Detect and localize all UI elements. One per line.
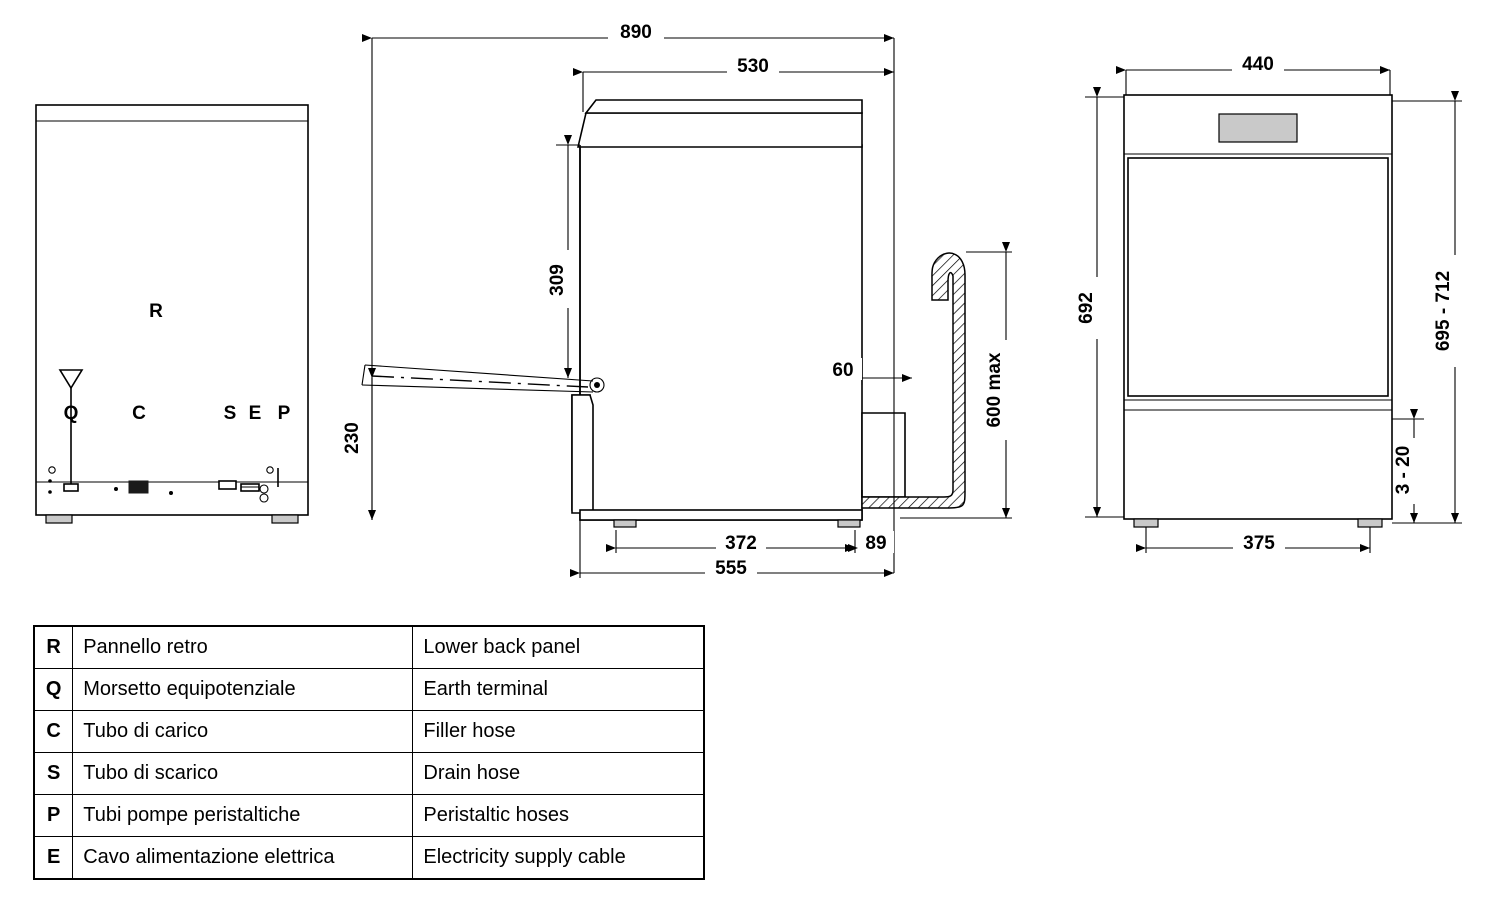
legend-key: R xyxy=(34,626,73,669)
dim-555-text: 555 xyxy=(715,558,747,579)
legend-italian: Tubo di scarico xyxy=(73,753,413,795)
table-row xyxy=(34,626,704,669)
dim-692 xyxy=(1076,97,1124,517)
legend-key: Q xyxy=(34,669,73,711)
table-row xyxy=(34,753,704,795)
dim-230 xyxy=(342,378,372,520)
side-view xyxy=(342,20,1012,579)
legend-english: Drain hose xyxy=(413,753,704,795)
table-row xyxy=(34,669,704,711)
dim-3-20-text: 3 - 20 xyxy=(1393,445,1414,495)
dim-440-text: 440 xyxy=(1242,54,1274,75)
legend-english: Lower back panel xyxy=(413,626,704,669)
dim-372 xyxy=(616,530,855,554)
dim-375-text: 375 xyxy=(1243,533,1275,554)
legend-key: S xyxy=(34,753,73,795)
dim-309-text: 309 xyxy=(547,264,568,296)
legend-key: C xyxy=(34,711,73,753)
dim-60-text: 60 xyxy=(832,360,854,381)
legend-english: Electricity supply cable xyxy=(413,837,704,880)
rear-view xyxy=(36,105,308,523)
open-door xyxy=(362,365,593,392)
label-R: R xyxy=(149,301,163,322)
label-S: S xyxy=(223,403,237,424)
dim-89-text: 89 xyxy=(865,533,887,554)
dim-89 xyxy=(858,531,894,554)
dim-230-text: 230 xyxy=(342,422,363,454)
table-row xyxy=(34,795,704,837)
legend-italian: Cavo alimentazione elettrica xyxy=(73,837,413,880)
label-E: E xyxy=(248,403,262,424)
legend-italian: Morsetto equipotenziale xyxy=(73,669,413,711)
legend-english: Peristaltic hoses xyxy=(413,795,704,837)
dim-60 xyxy=(824,358,912,385)
dim-692-text: 692 xyxy=(1076,292,1097,324)
dim-530-text: 530 xyxy=(737,56,769,77)
legend-italian: Pannello retro xyxy=(73,626,413,669)
dim-375 xyxy=(1146,527,1370,554)
dim-309 xyxy=(547,145,580,378)
legend-key: P xyxy=(34,795,73,837)
legend-english: Earth terminal xyxy=(413,669,704,711)
legend-table xyxy=(33,625,705,880)
table-row xyxy=(34,711,704,753)
front-view xyxy=(1076,52,1462,554)
dim-440 xyxy=(1126,52,1390,95)
dim-695-712-text: 695 - 712 xyxy=(1433,270,1454,352)
dim-890-text: 890 xyxy=(620,22,652,43)
dim-600max-text: 600 max xyxy=(984,352,1005,428)
label-C: C xyxy=(132,403,146,424)
legend-italian: Tubi pompe peristaltiche xyxy=(73,795,413,837)
legend-key: E xyxy=(34,837,73,880)
legend-english: Filler hose xyxy=(413,711,704,753)
legend-italian: Tubo di carico xyxy=(73,711,413,753)
label-Q: Q xyxy=(63,403,79,424)
dim-372-text: 372 xyxy=(725,533,757,554)
table-row xyxy=(34,837,704,880)
label-P: P xyxy=(277,403,291,424)
dim-3-20 xyxy=(1392,419,1424,523)
